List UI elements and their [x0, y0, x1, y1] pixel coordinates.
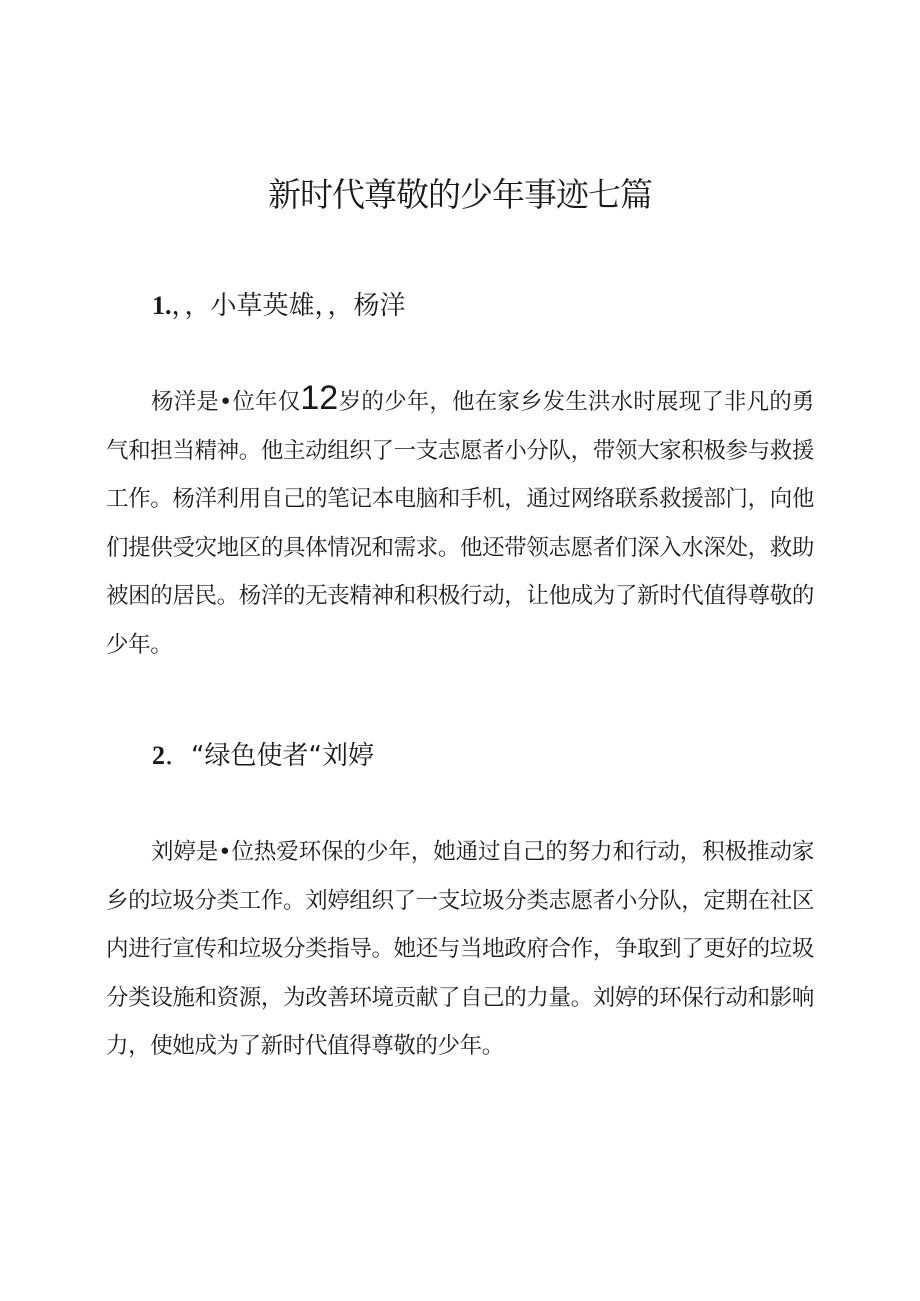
document-title: 新时代尊敬的少年事迹七篇: [268, 175, 652, 214]
section-number-1: 1.: [152, 291, 172, 320]
section-heading-text-1: ，，小草英雄，，杨洋: [171, 291, 406, 321]
paragraph-1-start: 杨洋是•位年仅: [151, 389, 301, 415]
paragraph-1-age-number: 12: [300, 379, 339, 417]
section-heading-text-2: ．“绿色使者“刘婷: [165, 741, 374, 771]
section-paragraph-2: 刘婷是•位热爱环保的少年，她通过自己的努力和行动，积极推动家乡的垃圾分类工作。刘婷组织了一支垃圾分类志愿者小分队，定期在社区内进行宣传和垃圾分类指导。她还与当地政府合作，争取到了更好的垃圾分类设施和资源，为改善环境贡献了自己的力量。刘婷的环保行动和影响力，使她成为了新时代值得尊敬的少年。: [106, 839, 814, 1059]
section-paragraph-1: [106, 378, 814, 669]
section-heading-2: [152, 736, 374, 776]
paragraph-1-rest: 岁的少年，他在家乡发生洪水时展现了非凡的勇气和担当精神。他主动组织了一支志愿者小分队，带领大家积极参与救援工作。杨洋利用自己的笔记本电脑和手机，通过网络联系救援部门，向他们提供受灾地区的具体情况和需求。他还带领志愿者们深入水深处，救助被困的居民。杨洋的无丧精神和积极行动，让他成为了新时代值得尊敬的少年。: [106, 389, 814, 658]
section-heading-1: [152, 286, 406, 326]
section-number-2: 2: [152, 741, 165, 770]
